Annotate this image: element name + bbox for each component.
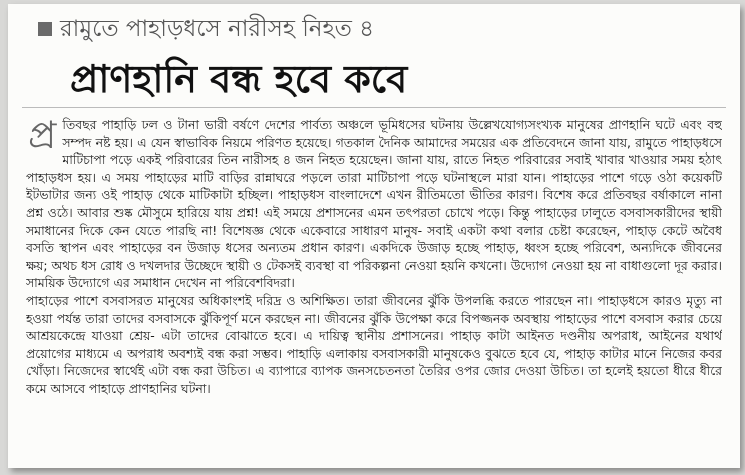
paragraph-text: তিবছর পাহাড়ি ঢল ও টানা ভারী বর্ষণে দেশের পার্বত্য অঞ্চলে ভূমিধসের ঘটনায় উল্লেখযোগ্যসংখ্যক মানুষের প্রাণহানি ঘটে এবং বহু সম্পদ নষ্ট হয়। এ যেন স্বাভাবিক নিয়মে পরিণত হয়েছে। গতকাল দৈনিক আমাদের সময়ের এক প্রতিবেদনে জানা যায়, রামুতে পাহাড়ধসে মাটিচাপা পড়ে একই পরিবারের তিন নারীসহ ৪ জন নিহত হয়েছেন। জানা যায়, রাতে নিহত পরিবারের সবাই খাবার খাওয়ার সময় হঠাৎ পাহাড়ধস হয়। এ সময় পাহাড়ের মাটি বাড়ির রান্নাঘরে পড়লে তারা মাটিচাপা পড়ে ঘটনাস্থলে মারা যান। পাহাড়ের পাশে গড়ে ওঠা কয়েকটি ইটভাটার জন্য ওই পাহাড় থেকে মাটিকাটা হচ্ছিল। পাহাড়ধস বাংলাদেশে এখন রীতিমতো ভীতির কারণ। বিশেষ করে প্রতিবছর বর্ষাকালে নানা প্রশ্ন ওঠে। আবার শুষ্ক মৌসুমে হারিয়ে যায় প্রশ্ন! এই সময়ে প্রশাসনের এমন তৎপরতা চোখে পড়ে। কিন্তু পাহাড়ের ঢালুতে বসবাসকারীদের স্থায়ী সমাধানের দিকে কেন যেতে পারছি না! বিশেষজ্ঞ থেকে একেবারে সাধারণ মানুষ- সবাই একটা কথা বলার চেষ্টা করেছেন, পাহাড় কেটে অবৈধ বসতি স্থাপন এবং পাহাড়ের বন উজাড় ধসের অন্যতম প্রধান কারণ। একদিকে উজাড় হচ্ছে পাহাড়, ধ্বংস হচ্ছে পরিবেশ, অন্যদিকে জীবনের ক্ষয়; অথচ ধস রোধ ও দখলদার উচ্ছেদে স্থায়ী ও টেকসই ব্যবস্থা বা পরিকল্পনা নেওয়া হয়নি কখনো। উদ্যোগ নেওয়া হয় না বাধাগুলো দূর করার। সাময়িক উদ্যোগে এর সমাধান দেখেন না পরিবেশবিদরা। [26, 117, 722, 291]
newspaper-clipping [8, 4, 740, 468]
paragraph-text: পাহাড়ের পাশে বসবাসরত মানুষের অধিকাংশই দরিদ্র ও অশিক্ষিত। তারা জীবনের ঝুঁকি উপলব্ধি করতে পারছেন না। পাহাড়ধসে কারও মৃত্যু না হওয়া পর্যন্ত তারা তাদের বসবাসকে ঝুঁকিপূর্ণ মনে করছেন না। জীবনের ঝুঁকি উপেক্ষা করে বিপজ্জনক অবস্থায় পাহাড়ের পাশে বসবাস করার চেয়ে আশ্রয়কেন্দ্রে যাওয়া শ্রেয়- এটা তাদের বোঝাতে হবে। এ দায়িত্ব স্থানীয় প্রশাসনের। পাহাড় কাটা আইনত দণ্ডনীয় অপরাধ, আইনের যথার্থ প্রয়োগের মাধ্যমে এ অপরাধ অবশ্যই বন্ধ করা সম্ভব। পাহাড়ি এলাকায় বসবাসকারী মানুষকেও বুঝতে হবে যে, পাহাড় কাটার মানে নিজের কবর খোঁড়া। নিজেদের স্বার্থেই এটা বন্ধ করা উচিত। এ ব্যাপারে ব্যাপক জনসচেতনতা তৈরির ওপর জোর দেওয়া উচিত। তা হলেই হয়তো ধীরে ধীরে কমে আসবে পাহাড়ে প্রাণহানির ঘটনা। [26, 292, 722, 396]
square-bullet-icon [38, 22, 52, 36]
kicker-line [38, 14, 374, 44]
article-paragraph [26, 292, 722, 398]
kicker-text: রামুতে পাহাড়ধসে নারীসহ নিহত ৪ [60, 16, 375, 42]
article-body [26, 116, 722, 464]
headline: প্রাণহানি বন্ধ হবে কবে [70, 57, 408, 101]
article-paragraph [26, 116, 722, 292]
drop-cap: প্র [28, 116, 57, 157]
divider [22, 107, 726, 108]
